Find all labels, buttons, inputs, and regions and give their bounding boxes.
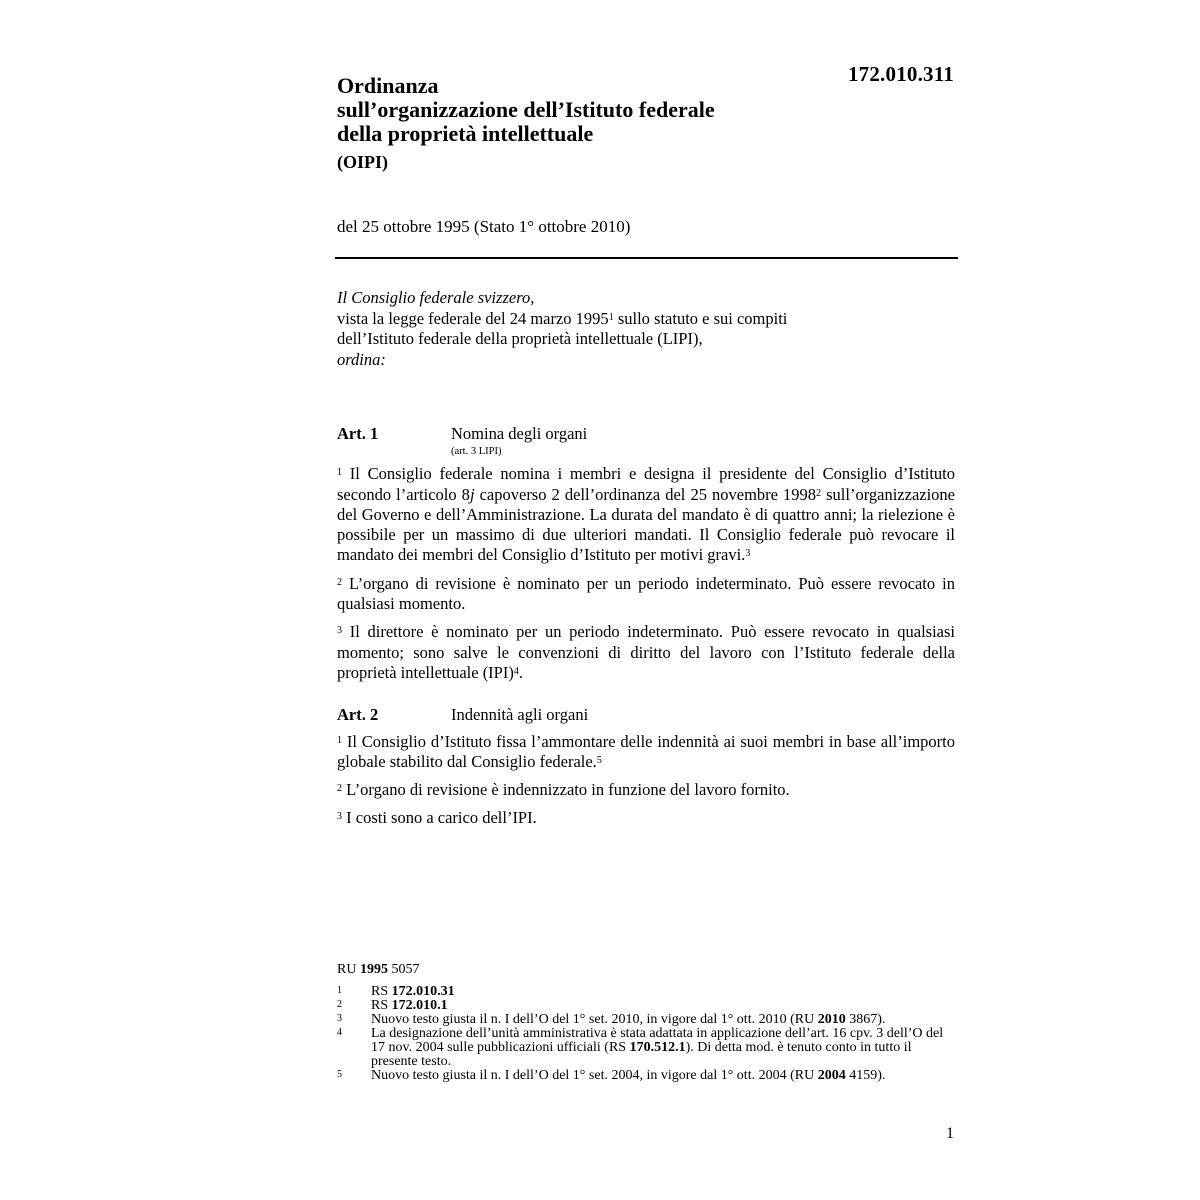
- title-line-3: della proprietà intellettuale: [337, 121, 594, 146]
- paragraph: [337, 464, 955, 565]
- preamble-basis-text: sullo statuto e sui compiti: [613, 308, 788, 328]
- paragraph-text: I costi sono a carico dell’IPI.: [342, 808, 537, 828]
- preamble-basis-text: vista la legge federale del 24 marzo 1995: [337, 308, 609, 328]
- sr-number: 172.010.311: [847, 62, 954, 86]
- footnote-number: 5: [337, 1069, 342, 1080]
- paragraph-text: capoverso 2 dell’ordinanza del 25 novembre 1998: [474, 484, 817, 504]
- preamble-basis: [337, 309, 957, 330]
- paragraph: [337, 574, 955, 615]
- footnote-text-part: RS: [371, 998, 392, 1013]
- preamble-decree: ordina:: [337, 349, 386, 369]
- footnote-number: 1: [337, 985, 342, 996]
- title-line-2: sull’organizzazione dell’Istituto federale: [337, 97, 715, 122]
- preamble-authority: Il Consiglio federale svizzero,: [337, 288, 535, 307]
- ru-prefix: RU: [337, 962, 360, 977]
- page-number: 1: [946, 1125, 954, 1142]
- paragraph: [337, 780, 955, 800]
- paragraph-number: 1: [337, 734, 342, 746]
- footnote-text: [371, 1013, 957, 1027]
- paragraph-text: L’organo di revisione è nominato per un periodo indeterminato. Può essere revocato in qualsiasi momento.: [337, 573, 955, 614]
- footnote: [337, 1013, 957, 1027]
- footnote-text-part: Nuovo testo giusta il n. I dell’O del 1° set. 2004, in vigore dal 1° ott. 2004 (RU: [371, 1068, 818, 1083]
- footnote-text: [371, 985, 957, 999]
- paragraph: [337, 808, 955, 828]
- article-number: Art. 2: [337, 705, 379, 725]
- footnote-number: 4: [337, 1027, 342, 1038]
- footnote-number: 3: [337, 1013, 342, 1024]
- title-block: [337, 74, 857, 173]
- paragraph-number: 3: [337, 811, 342, 823]
- footnote-ref: 4: [513, 665, 519, 677]
- footnote-text-part: La designazione dell’unità amministrativa è stata adattata in applicazione dell’art. 16 cpv. 3 dell’O del 17 nov. 2004 sulle pubblicazioni ufficiali (RS: [371, 1026, 944, 1055]
- paragraph-text: j: [469, 484, 475, 504]
- footnote: [337, 1069, 957, 1083]
- article-1: [337, 424, 955, 683]
- document-body: [337, 424, 955, 829]
- title-abbreviation: (OIPI): [337, 152, 388, 172]
- paragraph-text: Il Consiglio federale nomina i membri e designa il presidente del Consiglio d’Istituto secondo l’articolo 8: [337, 464, 955, 504]
- paragraph: [337, 622, 955, 683]
- paragraph-text: L’organo di revisione è indennizzato in funzione del lavoro fornito.: [342, 780, 790, 800]
- footnote-text: [371, 1069, 957, 1083]
- article-2: [337, 705, 955, 828]
- ru-reference: [337, 963, 957, 977]
- footnote: [337, 985, 957, 999]
- paragraph-text: Il Consiglio d’Istituto fissa l’ammontare delle indennità ai suoi membri in base all’importo globale stabilito dal Consiglio federale.: [337, 731, 955, 771]
- ru-page: 5057: [387, 962, 420, 977]
- footnotes: [337, 963, 957, 1083]
- footnote-text-part: 3867).: [845, 1012, 886, 1027]
- preamble: [337, 288, 957, 370]
- footnote: [337, 999, 957, 1013]
- footnote-text: [371, 999, 957, 1013]
- article-title: Nomina degli organi: [451, 424, 588, 443]
- paragraph-text: Il direttore è nominato per un periodo indeterminato. Può essere revocato in qualsiasi momento; sono salve le convenzioni di diritto del lavoro con l’Istituto federale della proprietà intellettuale (IPI): [337, 622, 955, 682]
- article-number: Art. 1: [337, 424, 379, 443]
- footnote-ref: 5: [596, 754, 602, 766]
- footnote-text-bold: 2004: [817, 1068, 846, 1083]
- paragraph-number: 2: [337, 576, 342, 588]
- article-title: Indennità agli organi: [451, 705, 589, 725]
- title-line-1: Ordinanza: [337, 73, 439, 98]
- footnote-text-part: RS: [371, 984, 392, 999]
- paragraph-number: 2: [337, 783, 342, 795]
- article-reference: (art. 3 LIPI): [451, 446, 502, 458]
- footnote-number: 2: [337, 999, 342, 1010]
- article-heading: [337, 705, 955, 725]
- footnote-text-part: ). Di detta mod. è tenuto conto in tutto il presente testo.: [371, 1040, 912, 1069]
- footnote-ref: 1: [608, 311, 614, 323]
- footnote-text: [371, 1027, 957, 1069]
- paragraph-text: sull’organizzazione del Governo e dell’Amministrazione. La durata del mandato è di quattro anni; la rielezione è possibile per un massimo di due ulteriori mandati. Il Consiglio federale può revocare il mandato dei membri del Consiglio d’Istituto per motivi gravi.: [337, 484, 956, 565]
- footnote-text-bold: 2010: [817, 1012, 846, 1027]
- article-heading: [337, 424, 955, 444]
- footnote-text-part: Nuovo testo giusta il n. I dell’O del 1° set. 2010, in vigore dal 1° ott. 2010 (RU: [371, 1012, 818, 1027]
- preamble-basis-line2: dell’Istituto federale della proprietà intellettuale (LIPI),: [337, 329, 703, 348]
- footnote-text-bold: 172.010.1: [391, 998, 448, 1013]
- ru-year: 1995: [359, 962, 388, 977]
- footnote-text-part: 4159).: [845, 1068, 886, 1083]
- footnote-ref: 3: [745, 548, 751, 560]
- paragraph-text: .: [518, 662, 523, 682]
- paragraph-number: 3: [337, 625, 342, 637]
- footnote: [337, 1027, 957, 1069]
- paragraph: [337, 732, 955, 773]
- footnote-text-bold: 170.512.1: [629, 1040, 686, 1055]
- footnote-text-bold: 172.010.31: [391, 984, 455, 999]
- paragraph-number: 1: [337, 467, 342, 479]
- date-line: del 25 ottobre 1995 (Stato 1° ottobre 2010): [337, 217, 631, 236]
- header-rule: [335, 257, 958, 259]
- footnote-ref: 2: [816, 487, 822, 499]
